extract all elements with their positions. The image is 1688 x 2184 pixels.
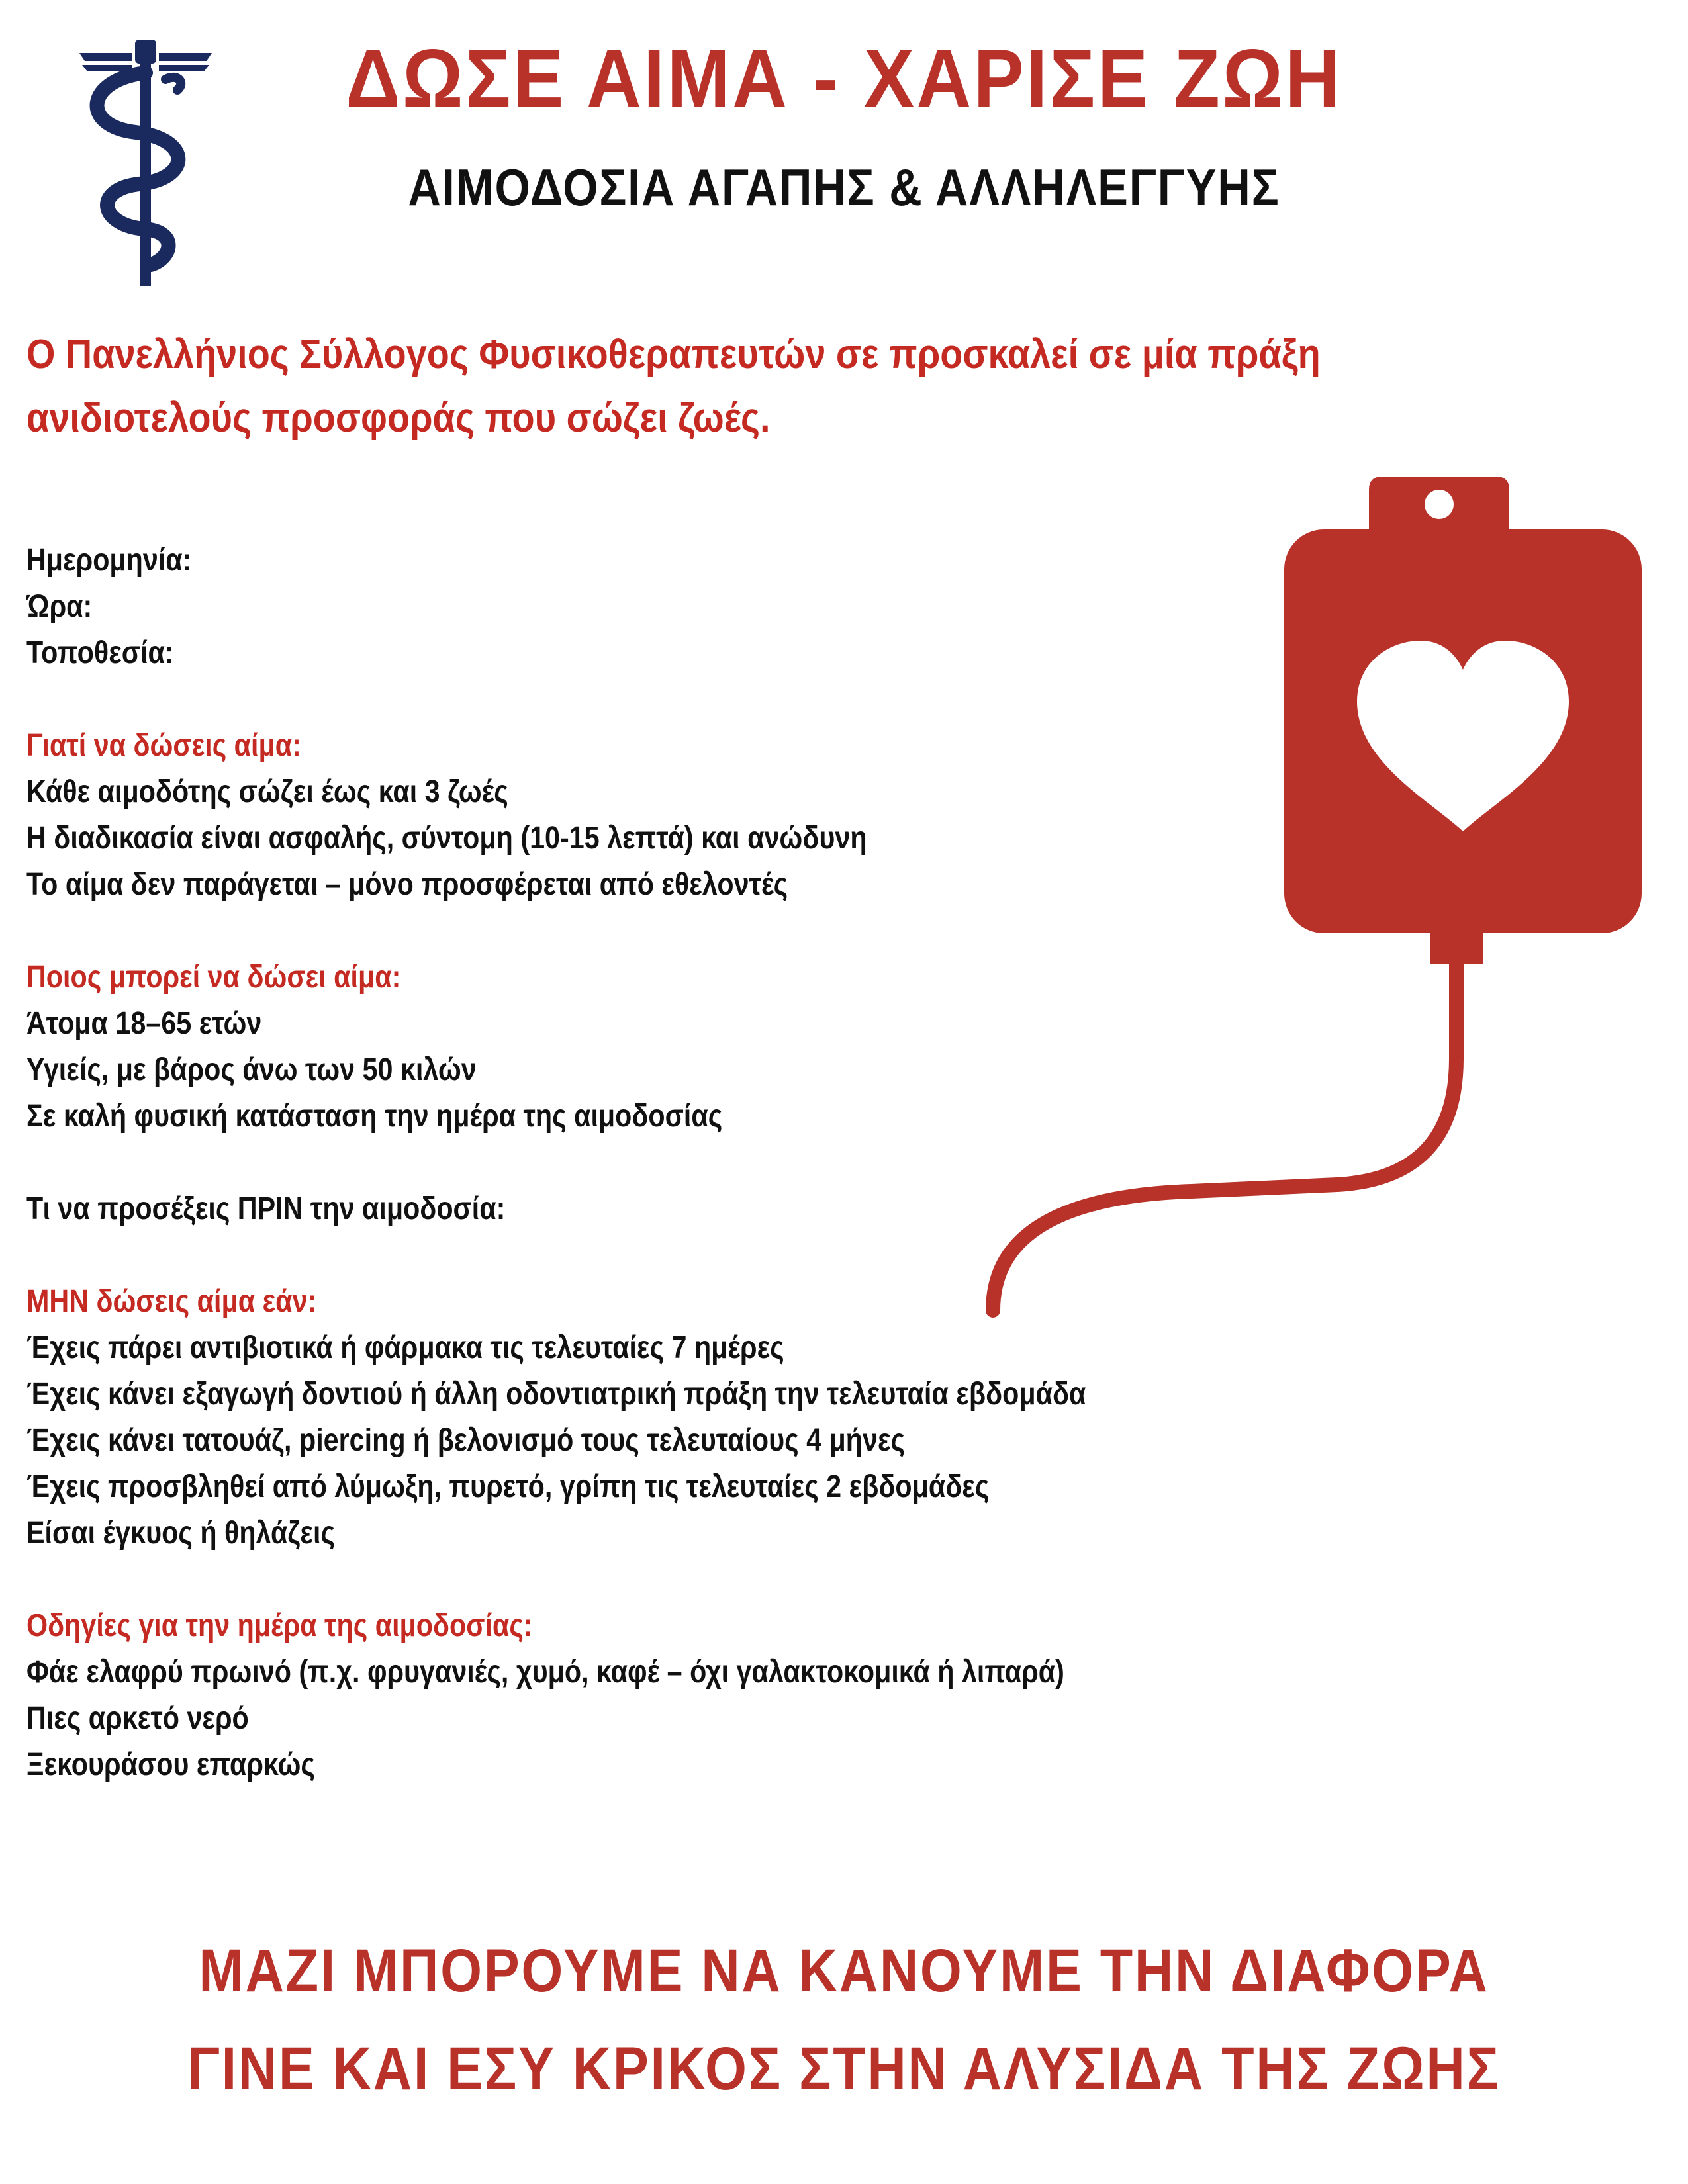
list-item: Η διαδικασία είναι ασφαλής, σύντομη (10-15 λεπτά) και ανώδυνη (26, 821, 867, 856)
date-label: Ημερομηνία: (26, 543, 192, 578)
dont-heading: ΜΗΝ δώσεις αίμα εάν: (26, 1284, 317, 1319)
list-item: Άτομα 18–65 ετών (26, 1006, 262, 1041)
poster-subtitle: ΑΙΜΟΔΟΣΙΑ ΑΓΑΠΗΣ & ΑΛΛΗΛΕΓΓΥΗΣ (408, 158, 1280, 216)
time-label: Ώρα: (26, 589, 93, 624)
day-heading: Οδηγίες για την ημέρα της αιμοδοσίας: (26, 1608, 533, 1643)
list-item: Ξεκουράσου επαρκώς (26, 1747, 315, 1782)
location-label: Τοποθεσία: (26, 635, 174, 670)
list-item: Υγιείς, με βάρος άνω των 50 κιλών (26, 1052, 477, 1087)
invitation-text (26, 323, 1456, 450)
list-item: Έχεις κάνει εξαγωγή δοντιού ή άλλη οδοντιατρική πράξη την τελευταία εβδομάδα (26, 1377, 1086, 1412)
list-item: Έχεις κάνει τατουάζ, piercing ή βελονισμό τους τελευταίους 4 μήνες (26, 1423, 906, 1458)
before-heading: Τι να προσέξεις ΠΡΙΝ την αιμοδοσία: (26, 1191, 506, 1226)
list-item: Είσαι έγκυος ή θηλάζεις (26, 1516, 335, 1551)
list-item: Το αίμα δεν παράγεται – μόνο προσφέρεται από εθελοντές (26, 867, 788, 902)
list-item: Πιες αρκετό νερό (26, 1701, 249, 1736)
invitation-line-1: Ο Πανελλήνιος Σύλλογος Φυσικοθεραπευτών σε προσκαλεί σε μία πράξη (26, 332, 1321, 377)
spacer (26, 1557, 1222, 1603)
list-item: Έχεις προσβληθεί από λύμωξη, πυρετό, γρίπη τις τελευταίες 2 εβδομάδες (26, 1469, 990, 1504)
who-heading: Ποιος μπορεί να δώσει αίμα: (26, 960, 401, 995)
list-item: Σε καλή φυσική κατάσταση την ημέρα της αιμοδοσίας (26, 1099, 723, 1134)
blood-bag-heart-icon (966, 463, 1655, 1337)
footer-line-2: ΓΙΝΕ ΚΑΙ ΕΣΥ ΚΡΙΚΟΣ ΣΤΗΝ ΑΛΥΣΙΔΑ ΤΗΣ ΖΩΗΣ (187, 2035, 1501, 2103)
invitation-line-2: ανιδιοτελούς προσφοράς που σώζει ζωές. (26, 395, 771, 441)
why-heading: Γιατί να δώσεις αίμα: (26, 728, 301, 763)
list-item: Κάθε αιμοδότης σώζει έως και 3 ζωές (26, 774, 508, 809)
list-item: Φάε ελαφρύ πρωινό (π.χ. φρυγανιές, χυμό, καφέ – όχι γαλακτοκομικά ή λιπαρά) (26, 1655, 1064, 1690)
poster-title: ΔΩΣΕ ΑΙΜΑ - ΧΑΡΙΣΕ ΖΩΗ (346, 33, 1342, 124)
list-item: Έχεις πάρει αντιβιοτικά ή φάρμακα τις τελευταίες 7 ημέρες (26, 1330, 784, 1365)
footer-line-1: ΜΑΖΙ ΜΠΟΡΟΥΜΕ ΝΑ ΚΑΝΟΥΜΕ ΤΗΝ ΔΙΑΦΟΡΑ (199, 1937, 1489, 2005)
